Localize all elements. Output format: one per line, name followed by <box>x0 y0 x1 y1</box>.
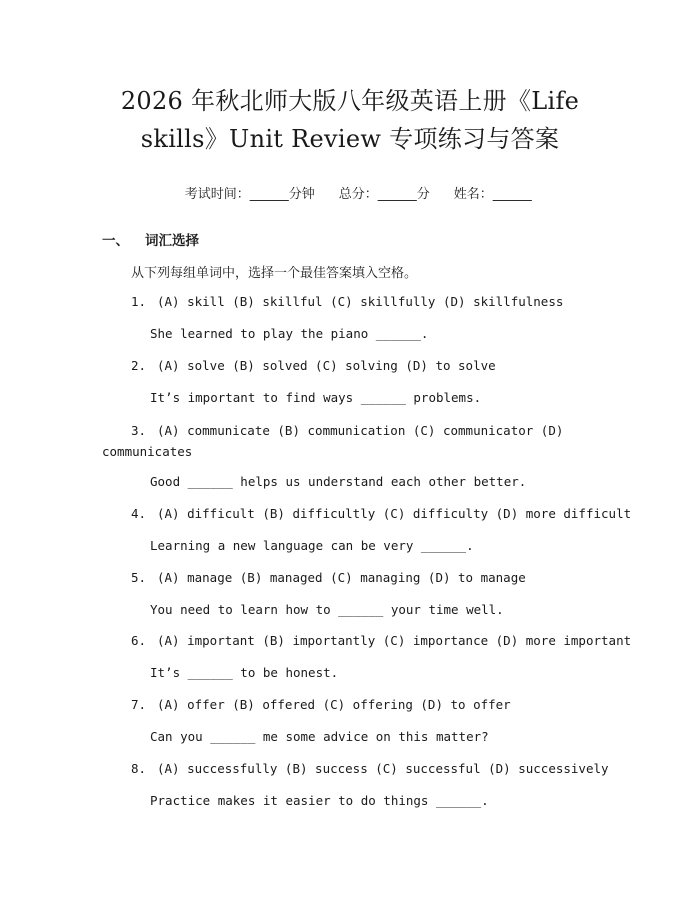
options-text: (A) offer (B) offered (C) offering (D) to offer <box>157 697 511 712</box>
options-text: (A) successfully (B) success (C) successful (D) successively <box>157 761 609 776</box>
question-1-options <box>131 294 563 309</box>
student-name-field: 姓名：______ <box>453 187 532 202</box>
section-title: 词汇选择 <box>145 233 199 249</box>
question-number: 5. <box>131 570 147 585</box>
question-5-options <box>131 570 526 585</box>
section-instruction: 从下列每组单词中，选择一个最佳答案填入空格。 <box>131 266 418 281</box>
options-text: (A) skill (B) skillful (C) skillfully (D) skillfulness <box>157 294 564 309</box>
question-1-sentence: She learned to play the piano ______. <box>150 326 429 341</box>
question-8-options <box>131 761 609 776</box>
question-number: 4. <box>131 506 147 521</box>
question-number: 3. <box>131 423 147 438</box>
title-line-1: 2026 年秋北师大版八年级英语上册《Life <box>120 87 580 115</box>
question-number: 2. <box>131 358 147 373</box>
section-number: 一、 <box>102 233 129 249</box>
exam-time-field: 考试时间：______分钟 <box>184 187 315 202</box>
document-title <box>60 82 640 158</box>
question-2-sentence: It’s important to find ways ______ problems. <box>150 390 482 405</box>
question-number: 1. <box>131 294 147 309</box>
question-3-sentence: Good ______ helps us understand each other better. <box>150 474 527 489</box>
question-7-sentence: Can you ______ me some advice on this matter? <box>150 729 489 744</box>
options-text: (A) solve (B) solved (C) solving (D) to solve <box>157 358 496 373</box>
options-text: (A) difficult (B) difficultly (C) difficulty (D) more difficult <box>157 506 632 521</box>
exam-info-row <box>0 168 700 217</box>
options-text: (A) manage (B) managed (C) managing (D) to manage <box>157 570 526 585</box>
question-3-options <box>102 420 602 462</box>
question-5-sentence: You need to learn how to ______ your time well. <box>150 602 504 617</box>
question-8-sentence: Practice makes it easier to do things ______. <box>150 793 489 808</box>
section-heading <box>102 229 199 249</box>
options-text: (A) communicate (B) communication (C) communicator (D) communicates <box>102 423 564 459</box>
question-7-options <box>131 697 511 712</box>
options-text: (A) important (B) importantly (C) importance (D) more important <box>157 633 632 648</box>
question-number: 6. <box>131 633 147 648</box>
question-4-sentence: Learning a new language can be very ______. <box>150 538 474 553</box>
question-number: 8. <box>131 761 147 776</box>
question-4-options <box>131 506 631 521</box>
question-2-options <box>131 358 496 373</box>
question-6-options <box>131 633 631 648</box>
question-number: 7. <box>131 697 147 712</box>
total-score-field: 总分：______分 <box>338 187 430 202</box>
title-line-2: skills》Unit Review 专项练习与答案 <box>140 125 560 153</box>
question-6-sentence: It’s ______ to be honest. <box>150 665 339 680</box>
